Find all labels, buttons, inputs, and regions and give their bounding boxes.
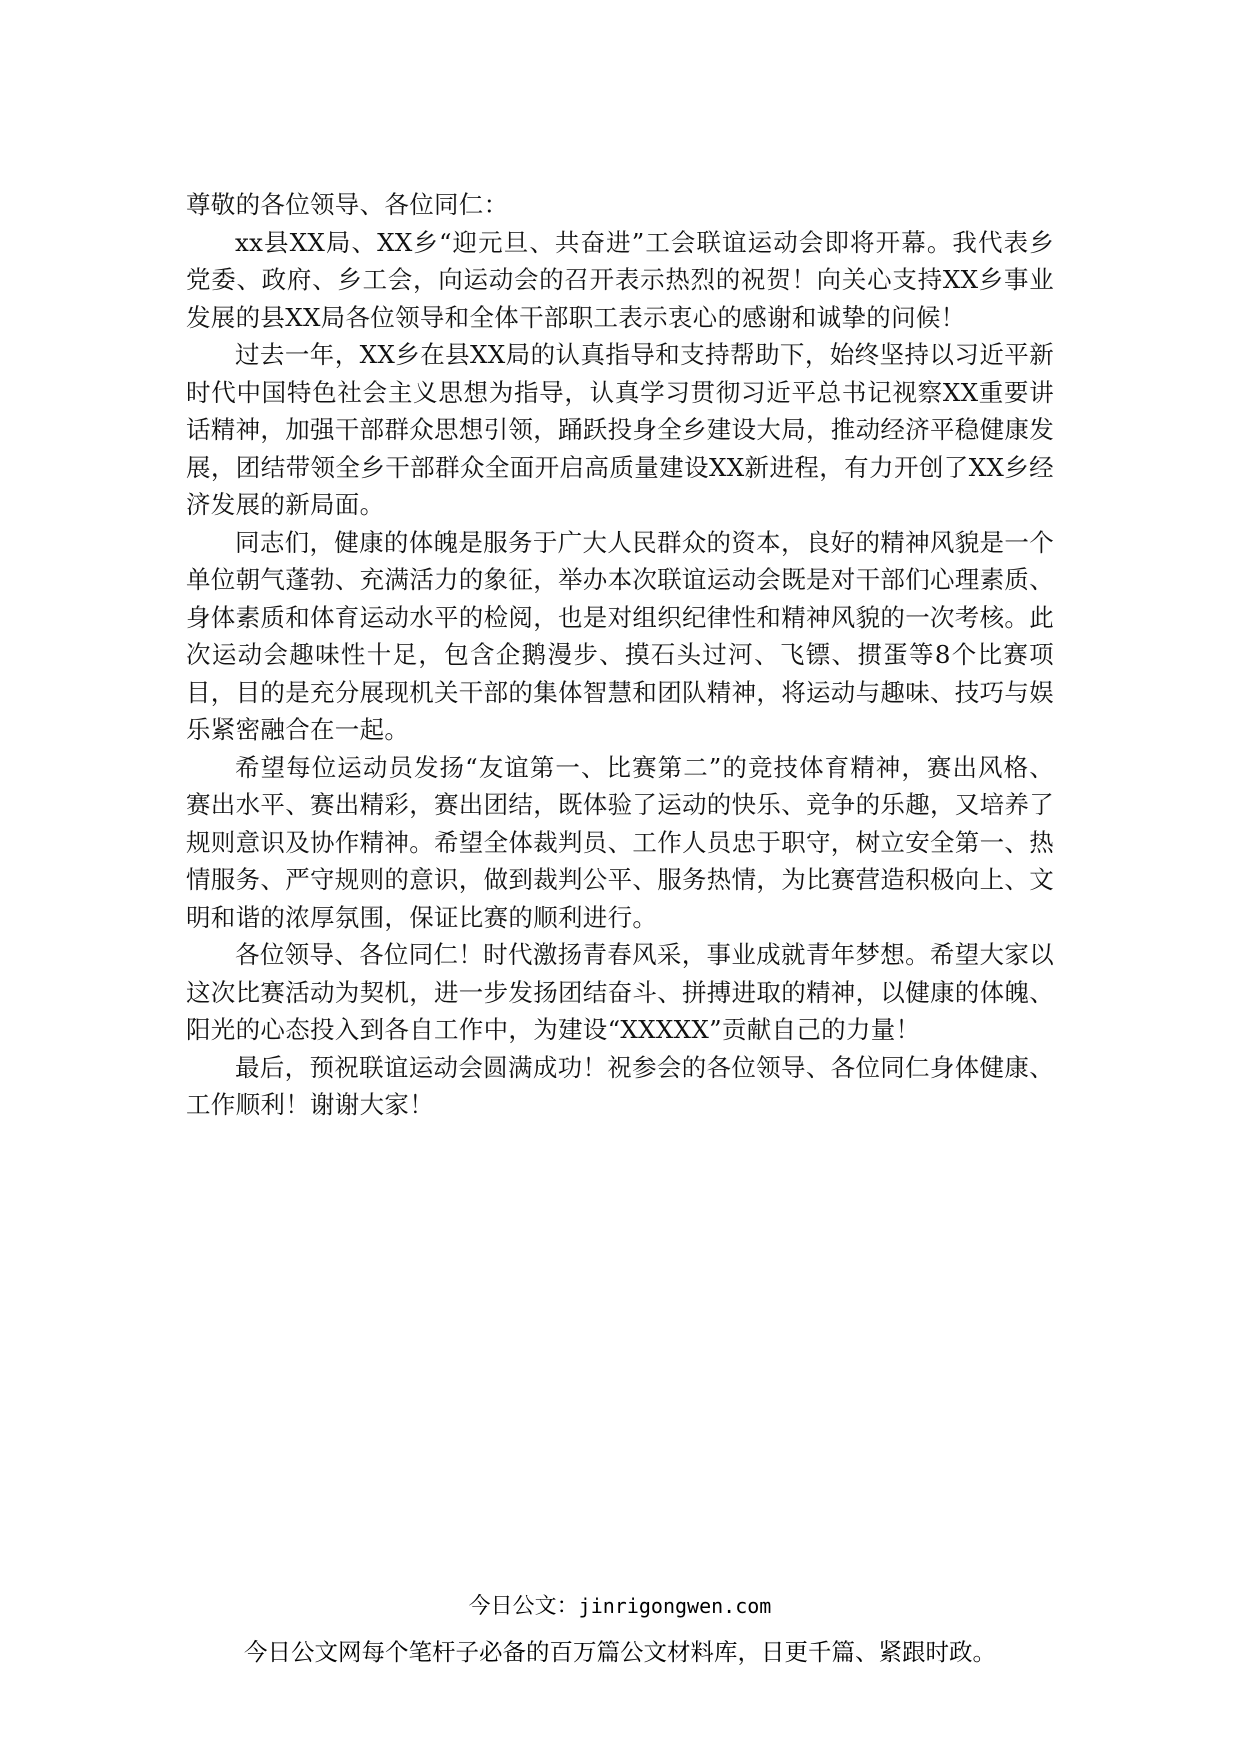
footer-site-label: 今日公文： <box>468 1594 579 1619</box>
paragraph-call-to-action: 各位领导、各位同仁！时代激扬青春风采，事业成就青年梦想。希望大家以这次比赛活动为契机，进一步发扬团结奋斗、拼搏进取的精神，以健康的体魄、阳光的心态投入到各自工作中，为建设“XXXXX”贡献自己的力量！ <box>186 940 1054 1044</box>
paragraph-comrades: 同志们，健康的体魄是服务于广大人民群众的资本，良好的精神风貌是一个单位朝气蓬勃、充满活力的象征，举办本次联谊运动会既是对干部们心理素质、身体素质和体育运动水平的检阅，也是对组织纪律性和精神风貌的一次考核。此次运动会趣味性十足，包含企鹅漫步、摸石头过河、飞镖、掼蛋等8个比赛项目，目的是充分展现机关干部的集体智慧和团队精神，将运动与趣味、技巧与娱乐紧密融合在一起。 <box>186 527 1054 744</box>
paragraph-closing: 最后，预祝联谊运动会圆满成功！祝参会的各位领导、各位同仁身体健康、工作顺利！谢谢大家！ <box>186 1052 1054 1119</box>
footer-site-line <box>0 1592 1240 1621</box>
paragraph-past-year: 过去一年，XX乡在县XX局的认真指导和支持帮助下，始终坚持以习近平新时代中国特色社会主义思想为指导，认真学习贯彻习近平总书记视察XX重要讲话精神，加强干部群众思想引领，踊跃投身全乡建设大局，推动经济平稳健康发展，团结带领全乡干部群众全面开启高质量建设XX新进程，有力开创了XX乡经济发展的新局面。 <box>186 340 1054 519</box>
salutation: 尊敬的各位领导、各位同仁： <box>186 190 509 219</box>
document-body <box>186 186 1054 1124</box>
paragraph-opening: xx县XX局、XX乡“迎元旦、共奋进”工会联谊运动会即将开幕。我代表乡党委、政府、乡工会，向运动会的召开表示热烈的祝贺！向关心支持XX乡事业发展的县XX局各位领导和全体干部职工表示衷心的感谢和诚挚的问候！ <box>186 227 1054 332</box>
footer-site-domain: jinrigongwen.com <box>578 1594 772 1618</box>
footer-slogan: 今日公文网每个笔杆子必备的百万篇公文材料库，日更千篇、紧跟时政。 <box>244 1638 996 1666</box>
paragraph-hopes: 希望每位运动员发扬“友谊第一、比赛第二”的竞技体育精神，赛出风格、赛出水平、赛出精彩，赛出团结，既体验了运动的快乐、竞争的乐趣，又培养了规则意识及协作精神。希望全体裁判员、工作人员忠于职守，树立安全第一、热情服务、严守规则的意识，做到裁判公平、服务热情，为比赛营造积极向上、文明和谐的浓厚氛围，保证比赛的顺利进行。 <box>186 752 1054 932</box>
